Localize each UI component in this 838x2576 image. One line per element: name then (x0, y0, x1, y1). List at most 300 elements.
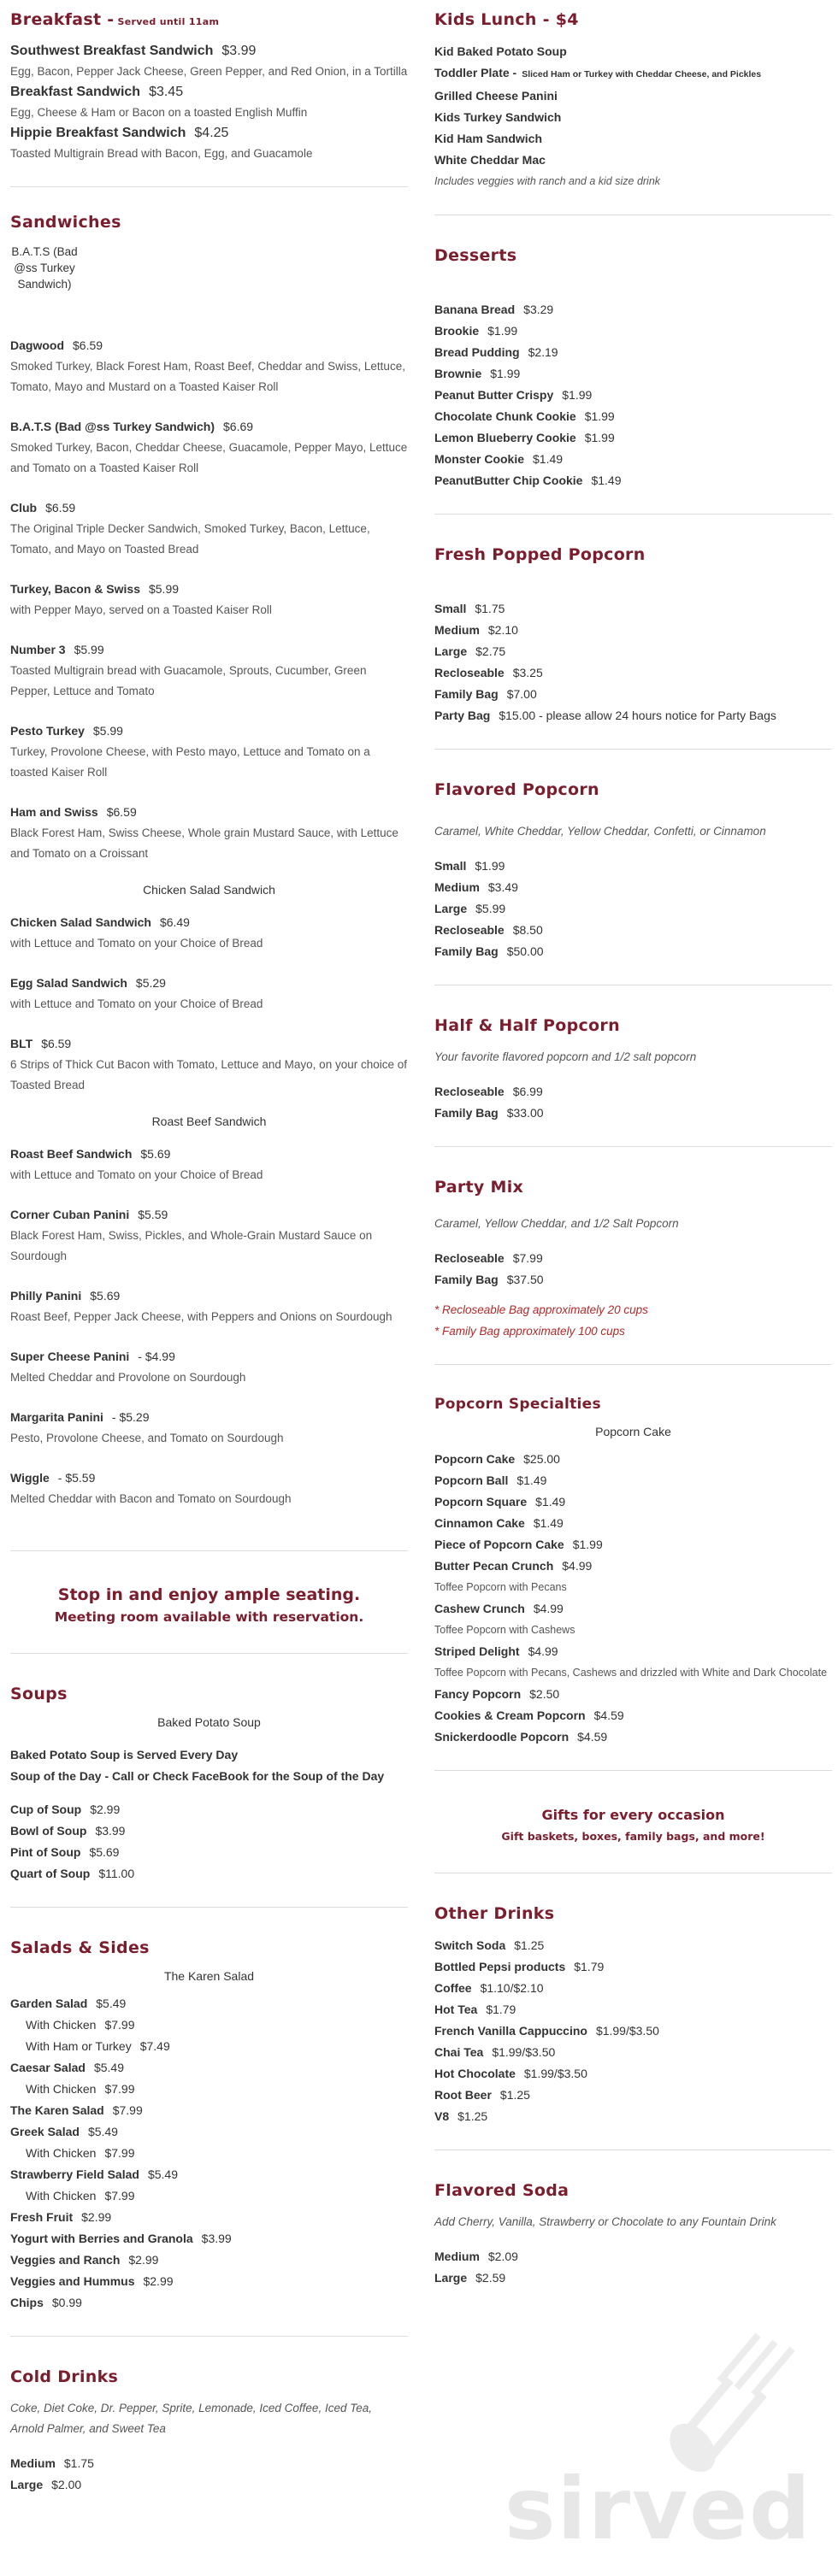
menu-item-name: Bowl of Soup (10, 1824, 87, 1838)
menu-item-price: $7.99 (512, 1251, 543, 1265)
menu-item-price: $4.59 (577, 1730, 608, 1744)
menu-item-price: $1.75 (475, 602, 505, 615)
fresh-popcorn-list (434, 598, 832, 726)
menu-item-desc: with Lettuce and Tomato on your Choice of Bread (10, 1168, 263, 1181)
menu-item-name: Banana Bread (434, 303, 516, 316)
menu-item-name: Snickerdoodle Popcorn (434, 1730, 569, 1744)
menu-item-price: $1.49 (533, 452, 564, 466)
menu-item-name: Pint of Soup (10, 1845, 81, 1859)
menu-item-desc: Toffee Popcorn with Pecans (434, 1581, 567, 1593)
menu-item-name: Brookie (434, 324, 480, 338)
party-mix-note: * Family Bag approximately 100 cups (434, 1325, 625, 1338)
menu-item-price: - $5.59 (57, 1471, 96, 1485)
menu-item-price: $1.99 (490, 367, 521, 380)
menu-item (434, 1641, 832, 1662)
menu-item-name: Cup of Soup (10, 1803, 82, 1816)
party-mix-section (434, 1167, 832, 1365)
menu-item (434, 1556, 832, 1577)
flavored-popcorn-section (434, 770, 832, 985)
menu-item-price: $5.29 (135, 976, 166, 990)
menu-item (10, 1033, 408, 1055)
menu-item-price: $1.99 (487, 324, 518, 338)
menu-item (10, 1144, 408, 1165)
seating-promo-line1: Stop in and enjoy ample seating. (57, 1585, 361, 1604)
kids-list (434, 41, 832, 171)
menu-item-desc: The Original Triple Decker Sandwich, Smoked Turkey, Bacon, Lettuce, Tomato, and Mayo on Toasted Bread (10, 522, 370, 556)
kids-footnote: Includes veggies with ranch and a kid size drink (434, 175, 661, 187)
menu-item-price: $1.99/$3.50 (492, 2045, 556, 2059)
menu-item-name: Family Bag (434, 944, 499, 958)
menu-item-name: Veggies and Hummus (10, 2274, 135, 2288)
menu-sub-item-price: $7.99 (104, 2146, 135, 2160)
menu-item-name: Kid Ham Sandwich (434, 132, 543, 145)
menu-item (10, 497, 408, 519)
menu-item-name: Grilled Cheese Panini (434, 89, 558, 103)
menu-item-desc: Toffee Popcorn with Cashews (434, 1624, 575, 1636)
flavored-popcorn-title: Flavored Popcorn (434, 780, 599, 799)
menu-item-name: French Vanilla Cappuccino (434, 2024, 587, 2038)
menu-item-price: $5.99 (92, 724, 123, 738)
party-mix-desc: Caramel, Yellow Cheddar, and 1/2 Salt Popcorn (434, 1217, 679, 1230)
menu-item (434, 641, 832, 662)
menu-item-price: $6.69 (223, 420, 254, 433)
menu-item-name: Bottled Pepsi products (434, 1960, 566, 1973)
left-column (10, 0, 408, 2538)
menu-item-name: Lemon Blueberry Cookie (434, 431, 576, 444)
menu-item (10, 912, 408, 933)
menu-item-price: $1.99 (562, 388, 593, 402)
menu-item-name: Strawberry Field Salad (10, 2167, 139, 2181)
desserts-section (434, 236, 832, 515)
menu-item-name: Veggies and Ranch (10, 2253, 121, 2267)
menu-item-name: Root Beer (434, 2088, 492, 2102)
menu-item-name: Bread Pudding (434, 345, 520, 359)
menu-item-price: $1.25 (499, 2088, 530, 2102)
menu-item-name: BLT (10, 1037, 33, 1050)
menu-item-price: $1.79 (486, 2003, 516, 2016)
salads-title: Salads & Sides (10, 1938, 150, 1957)
seating-promo (10, 1572, 408, 1654)
menu-item-price: $1.99/$3.50 (595, 2024, 659, 2038)
menu-item-price: $2.09 (487, 2250, 518, 2263)
menu-sub-item-price: $7.99 (104, 2018, 135, 2032)
menu-item-desc: with Lettuce and Tomato on your Choice of Bread (10, 997, 263, 1010)
menu-item-desc: Egg, Bacon, Pepper Jack Cheese, Green Pepper, and Red Onion, in a Tortilla (10, 65, 408, 78)
menu-item (434, 684, 832, 705)
menu-item-price: - $4.99 (138, 1350, 175, 1363)
menu-item-name: Recloseable (434, 666, 505, 679)
kids-lunch-title: Kids Lunch - $4 (434, 10, 579, 29)
menu-item (10, 2100, 408, 2121)
menu-item (434, 41, 832, 62)
popcorn-cake-heading: Popcorn Cake (595, 1425, 671, 1438)
menu-item (434, 1103, 832, 1124)
menu-item (434, 2267, 832, 2289)
menu-item-name: Cinnamon Cake (434, 1516, 525, 1530)
gifts-promo (434, 1791, 832, 1873)
flavored-popcorn-list (434, 856, 832, 962)
right-column (434, 0, 832, 2332)
menu-item-price: $33.00 (506, 1106, 544, 1120)
menu-item (10, 2057, 408, 2079)
party-mix-title: Party Mix (434, 1178, 524, 1197)
menu-item-name: Caesar Salad (10, 2061, 86, 2074)
menu-item (434, 1491, 832, 1513)
menu-item-desc: Melted Cheddar with Bacon and Tomato on Sourdough (10, 1492, 292, 1505)
flavored-soda-desc: Add Cherry, Vanilla, Strawberry or Chocolate to any Fountain Drink (434, 2215, 776, 2228)
menu-item (434, 877, 832, 898)
menu-item (434, 150, 832, 171)
menu-item (434, 363, 832, 385)
menu-item-desc: Smoked Turkey, Black Forest Ham, Roast Beef, Cheddar and Swiss, Lettuce, Tomato, Mayo and Mustard on a Toasted Kaiser Roll (10, 360, 405, 393)
menu-item-name: Quart of Soup (10, 1867, 91, 1880)
menu-item-name: Dagwood (10, 338, 64, 352)
popcorn-specialties-title: Popcorn Specialties (434, 1396, 601, 1413)
menu-item (434, 128, 832, 150)
menu-item (434, 920, 832, 941)
menu-item (10, 1842, 408, 1863)
menu-sub-item (10, 2185, 408, 2207)
menu-item-price: $6.49 (159, 915, 190, 929)
roast-beef-heading: Roast Beef Sandwich (151, 1115, 267, 1128)
menu-item (434, 1705, 832, 1726)
menu-item-price: $1.25 (457, 2109, 488, 2123)
menu-item (434, 2106, 832, 2127)
menu-item-price: $4.59 (593, 1709, 624, 1722)
menu-item (434, 620, 832, 641)
menu-item (434, 598, 832, 620)
menu-item (10, 1467, 408, 1489)
menu-item-name: Cashew Crunch (434, 1602, 525, 1615)
menu-item (434, 321, 832, 342)
menu-item (434, 2246, 832, 2267)
menu-sub-item (10, 2143, 408, 2164)
menu-item-price: $5.49 (87, 2125, 118, 2138)
sirved-watermark (479, 2320, 812, 2559)
salads-section (10, 1928, 408, 2337)
menu-sub-item (10, 2079, 408, 2100)
menu-item-name: Striped Delight (434, 1644, 520, 1658)
menu-item-price: $4.25 (194, 126, 229, 140)
half-half-desc: Your favorite flavored popcorn and 1/2 salt popcorn (434, 1050, 697, 1063)
menu-item-name: Popcorn Ball (434, 1473, 509, 1487)
menu-item-name: Hippie Breakfast Sandwich (10, 126, 186, 140)
menu-item-price: $6.59 (73, 338, 103, 352)
menu-item-price: $1.99/$3.50 (523, 2067, 587, 2080)
menu-item-price: $1.99 (584, 431, 615, 444)
menu-item-desc: Egg, Cheese & Ham or Bacon on a toasted English Muffin (10, 106, 308, 119)
menu-item (434, 1449, 832, 1470)
menu-item (10, 416, 408, 438)
cold-drinks-section (10, 2357, 408, 2518)
menu-item (10, 720, 408, 742)
menu-item-price: $6.99 (512, 1085, 543, 1098)
menu-sub-item-price: $7.49 (139, 2039, 170, 2053)
soup-heading: Baked Potato Soup (157, 1715, 261, 1729)
menu-item-name: Margarita Panini (10, 1410, 103, 1424)
menu-item-price: $1.75 (63, 2456, 94, 2470)
menu-item (10, 2474, 408, 2496)
sirved-watermark-text: sirved (505, 2459, 812, 2559)
menu-item-price: $3.45 (149, 85, 184, 99)
menu-item-desc: Toasted Multigrain Bread with Bacon, Egg, and Guacamole (10, 147, 313, 160)
menu-item-name: Small (434, 859, 467, 873)
menu-item (434, 705, 832, 726)
menu-item-name: The Karen Salad (10, 2103, 104, 2117)
menu-item-name: Large (434, 644, 468, 658)
menu-item-name: Large (10, 2478, 44, 2491)
menu-item (434, 1684, 832, 1705)
menu-item (434, 449, 832, 470)
menu-item-price: $1.49 (591, 473, 622, 487)
menu-item (10, 2271, 408, 2292)
menu-item (434, 1956, 832, 1978)
menu-item-name: Club (10, 501, 38, 515)
sandwiches-title: Sandwiches (10, 213, 121, 232)
menu-item-name: Toddler Plate - (434, 66, 517, 79)
menu-item-desc: with Lettuce and Tomato on your Choice of Bread (10, 937, 263, 950)
bats-sandwich-image[interactable]: B.A.T.S (Bad @ss Turkey Sandwich) (11, 245, 78, 291)
menu-item (434, 1999, 832, 2020)
menu-item-price: $5.99 (74, 643, 104, 656)
menu-item-name: V8 (434, 2109, 450, 2123)
menu-item (434, 1978, 832, 1999)
menu-item-name: Monster Cookie (434, 452, 525, 466)
panini-list (10, 1144, 408, 1509)
menu-item-name: Chips (10, 2296, 44, 2309)
menu-item-name: Garden Salad (10, 1997, 88, 2010)
fresh-popcorn-title: Fresh Popped Popcorn (434, 545, 646, 564)
menu-item-name: Brownie (434, 367, 482, 380)
menu-item-name: Southwest Breakfast Sandwich (10, 44, 214, 58)
breakfast-note: Served until 11am (117, 16, 220, 27)
menu-item (434, 1935, 832, 1956)
menu-item-name: White Cheddar Mac (434, 153, 546, 167)
menu-item-price: $7.00 (506, 687, 537, 701)
menu-item-name: Turkey, Bacon & Swiss (10, 582, 140, 596)
menu-item-desc: Black Forest Ham, Swiss, Pickles, and Whole-Grain Mustard Sauce on Sourdough (10, 1229, 373, 1262)
flavored-soda-list (434, 2246, 832, 2289)
gifts-promo-line1: Gifts for every occasion (541, 1807, 725, 1823)
menu-item (434, 85, 832, 107)
menu-item-name: Kid Baked Potato Soup (434, 44, 567, 58)
soups-title: Soups (10, 1685, 68, 1703)
menu-item-name: Family Bag (434, 687, 499, 701)
desserts-list (434, 299, 832, 491)
menu-item-price: $3.25 (512, 666, 543, 679)
menu-item (10, 1820, 408, 1842)
flavored-soda-title: Flavored Soda (434, 2181, 569, 2200)
menu-item-name: Yogurt with Berries and Granola (10, 2232, 193, 2245)
menu-item-price: $37.50 (506, 1273, 544, 1286)
menu-item (10, 2453, 408, 2474)
menu-item (434, 470, 832, 491)
menu-item-desc: Toffee Popcorn with Pecans, Cashews and drizzled with White and Dark Chocolate (434, 1667, 828, 1679)
menu-item-name: Large (434, 2271, 468, 2285)
menu-item-price: $2.99 (90, 1803, 121, 1816)
menu-item-name: Chocolate Chunk Cookie (434, 409, 576, 423)
menu-item-price: $7.99 (112, 2103, 143, 2117)
menu-item (434, 427, 832, 449)
menu-item-name: Party Bag (434, 709, 491, 722)
menu-item-price: $5.69 (89, 1845, 120, 1859)
menu-item-name: Switch Soda (434, 1938, 506, 1952)
menu-item-price: $11.00 (98, 1867, 135, 1880)
sandwich-list (10, 335, 408, 864)
menu-item-name: Coffee (434, 1981, 472, 1995)
menu-item-name: Egg Salad Sandwich (10, 976, 127, 990)
menu-item (434, 2085, 832, 2106)
menu-item (434, 1534, 832, 1556)
menu-item-price: $1.99 (572, 1538, 603, 1551)
menu-item-price: $2.59 (475, 2271, 506, 2285)
menu-item-price: $2.19 (528, 345, 558, 359)
menu-item (10, 2250, 408, 2271)
menu-item (10, 1407, 408, 1428)
menu-item (434, 107, 832, 128)
menu-item-price: $2.99 (81, 2210, 112, 2224)
soup-note: Soup of the Day - Call or Check FaceBook for the Soup of the Day (10, 1769, 385, 1783)
menu-item-name: Recloseable (434, 1251, 505, 1265)
menu-sub-item (10, 2014, 408, 2036)
menu-item (434, 1470, 832, 1491)
menu-item-desc: Turkey, Provolone Cheese, with Pesto mayo, Lettuce and Tomato on a toasted Kaiser Roll (10, 745, 370, 779)
menu-item-name: Medium (434, 623, 480, 637)
menu-item (10, 1993, 408, 2014)
menu-item-price: $2.50 (529, 1687, 560, 1701)
menu-item-name: Greek Salad (10, 2125, 80, 2138)
menu-item-price: $5.69 (90, 1289, 121, 1303)
menu-item-name: Kids Turkey Sandwich (434, 110, 562, 124)
menu-item-price: $1.25 (514, 1938, 545, 1952)
menu-item-name: Fancy Popcorn (434, 1687, 522, 1701)
menu-item-price: $4.99 (533, 1602, 564, 1615)
menu-item-price: $1.10/$2.10 (480, 1981, 544, 1995)
desserts-title: Desserts (434, 246, 517, 265)
menu-item-desc: Toasted Multigrain bread with Guacamole, Sprouts, Cucumber, Green Pepper, Lettuce and Tomato (10, 664, 367, 697)
menu-item (434, 1269, 832, 1291)
other-drinks-title: Other Drinks (434, 1904, 555, 1923)
menu-item-name: Hot Tea (434, 2003, 478, 2016)
popcorn-specialties-section (434, 1385, 832, 1771)
menu-item (10, 1863, 408, 1885)
menu-item-name: Family Bag (434, 1106, 499, 1120)
menu-item-desc: 6 Strips of Thick Cut Bacon with Tomato, Lettuce and Mayo, on your choice of Toasted Bread (10, 1058, 407, 1091)
soup-note: Baked Potato Soup is Served Every Day (10, 1748, 239, 1761)
menu-item-name: Medium (10, 2456, 56, 2470)
menu-item-name: Pesto Turkey (10, 724, 85, 738)
menu-item-price: $1.49 (533, 1516, 564, 1530)
menu-sub-item-name: With Ham or Turkey (26, 2039, 132, 2053)
menu-item-name: Breakfast Sandwich (10, 85, 141, 99)
menu-item (434, 2063, 832, 2085)
menu-item-price: $6.59 (45, 501, 76, 515)
menu-sub-item-name: With Chicken (26, 2146, 97, 2160)
menu-item-name: Small (434, 602, 467, 615)
menu-item-name: Fresh Fruit (10, 2210, 74, 2224)
menu-item (10, 1204, 408, 1226)
menu-item-name: PeanutButter Chip Cookie (434, 473, 583, 487)
menu-item-desc: Black Forest Ham, Swiss Cheese, Whole grain Mustard Sauce, with Lettuce and Tomato on a Croissant (10, 826, 398, 860)
soup-list (10, 1799, 408, 1885)
karen-salad-heading: The Karen Salad (163, 1969, 255, 1983)
menu-item (10, 1285, 408, 1307)
fork-spoon-icon (633, 2320, 804, 2482)
menu-sub-item-price: $7.99 (104, 2082, 135, 2096)
party-mix-note: * Recloseable Bag approximately 20 cups (434, 1303, 648, 1316)
menu-item (10, 2292, 408, 2314)
menu-item-name: Piece of Popcorn Cake (434, 1538, 564, 1551)
menu-item-price: $5.49 (147, 2167, 178, 2181)
menu-item-price: $1.49 (535, 1495, 566, 1509)
menu-item (434, 1726, 832, 1748)
menu-item-name: Super Cheese Panini (10, 1350, 130, 1363)
menu-item (10, 2164, 408, 2185)
menu-item-price: $3.29 (523, 303, 554, 316)
menu-item-desc: Pesto, Provolone Cheese, and Tomato on Sourdough (10, 1432, 284, 1444)
menu-item-desc: with Pepper Mayo, served on a Toasted Kaiser Roll (10, 603, 272, 616)
menu-item-name: Chai Tea (434, 2045, 484, 2059)
menu-item-name: Roast Beef Sandwich (10, 1147, 133, 1161)
half-half-list (434, 1081, 832, 1124)
menu-item-name: Ham and Swiss (10, 805, 98, 819)
menu-item-price: $1.49 (516, 1473, 547, 1487)
menu-item-price: $5.99 (148, 582, 180, 596)
menu-item-name: Wiggle (10, 1471, 50, 1485)
breakfast-title (10, 10, 408, 29)
menu-item (10, 335, 408, 356)
menu-item (434, 299, 832, 321)
menu-item-name: Corner Cuban Panini (10, 1208, 130, 1221)
menu-item-price: $5.49 (93, 2061, 124, 2074)
chicken-salad-heading: Chicken Salad Sandwich (143, 883, 275, 897)
half-half-section (434, 1006, 832, 1147)
menu-item (434, 2042, 832, 2063)
menu-item-price: $3.99 (201, 2232, 232, 2245)
menu-item-price: $2.00 (51, 2478, 82, 2491)
menu-item-price: $5.49 (96, 1997, 127, 2010)
specialties-list (434, 1449, 832, 1748)
menu-item (434, 1598, 832, 1620)
menu-item-price: $1.99 (584, 409, 615, 423)
salad-list (10, 1993, 408, 2314)
menu-item-price: $50.00 (506, 944, 544, 958)
menu-item-price: $4.99 (528, 1644, 558, 1658)
menu-item (434, 1081, 832, 1103)
menu-item-price: $3.49 (487, 880, 518, 894)
menu-item (10, 802, 408, 823)
menu-item-name: Cookies & Cream Popcorn (434, 1709, 586, 1722)
menu-sub-item-price: $7.99 (104, 2189, 135, 2203)
menu-item-price: $1.79 (574, 1960, 605, 1973)
menu-item-name: Recloseable (434, 1085, 505, 1098)
menu-item (434, 2020, 832, 2042)
menu-item (10, 2121, 408, 2143)
menu-item-name: Chicken Salad Sandwich (10, 915, 151, 929)
cold-drinks-desc: Coke, Diet Coke, Dr. Pepper, Sprite, Lemonade, Iced Coffee, Iced Tea, Arnold Palmer, and Sweet Tea (10, 2402, 372, 2435)
menu-item (10, 973, 408, 994)
half-half-title: Half & Half Popcorn (434, 1016, 620, 1035)
menu-item-desc: Smoked Turkey, Bacon, Cheddar Cheese, Guacamole, Pepper Mayo, Lettuce and Tomato on a Toasted Kaiser Roll (10, 441, 408, 474)
menu-item (434, 342, 832, 363)
salad-sandwich-list (10, 912, 408, 1096)
menu-item-note: Sliced Ham or Turkey with Cheddar Cheese, and Pickles (522, 69, 762, 79)
menu-sub-item-name: With Chicken (26, 2082, 97, 2096)
menu-item-price: $5.99 (475, 902, 506, 915)
menu-item-price: - $5.29 (111, 1410, 150, 1424)
menu-item-price: $4.99 (562, 1559, 593, 1573)
menu-item (10, 123, 408, 144)
